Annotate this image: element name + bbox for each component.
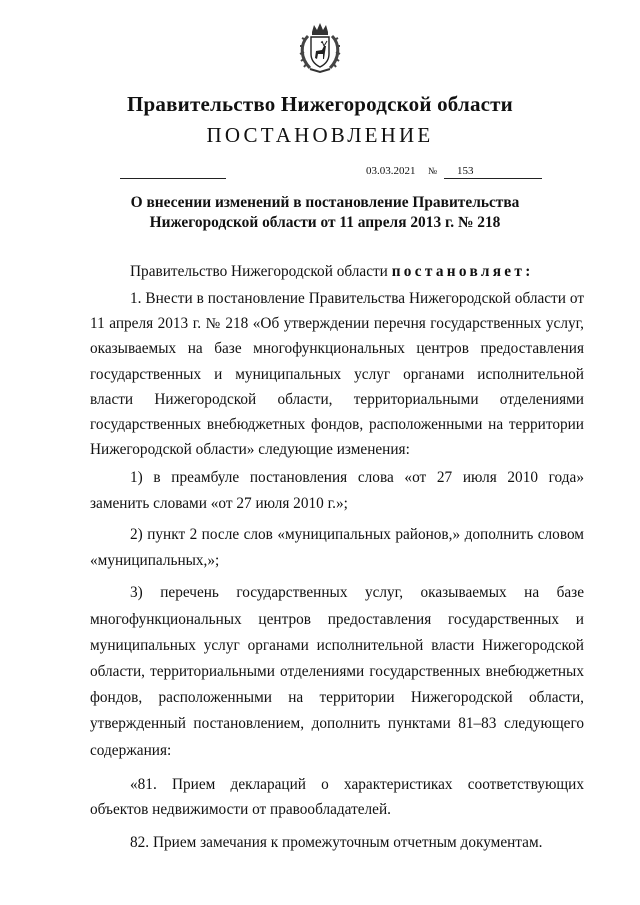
paragraph-81: «81. Прием деклараций о характеристиках соответствующих объектов недвижимости от правообладателей. (90, 775, 584, 819)
document-date: 03.03.2021 (366, 165, 416, 177)
document-title (90, 193, 560, 233)
date-number-line (0, 164, 640, 184)
paragraph-82: 82. Прием замечания к промежуточным отчетным документам. (130, 833, 543, 851)
coat-of-arms-icon (296, 22, 344, 74)
document-number: 153 (457, 165, 474, 177)
intro-text: Правительство Нижегородской области (130, 263, 392, 280)
document-body (90, 259, 584, 855)
number-label: № (428, 167, 438, 177)
paragraph-1-1: 1) в преамбуле постановления слова «от 27 июля 2010 года» заменить словами «от 27 июля 2010 г.»; (90, 469, 584, 512)
paragraph-1-2: 2) пункт 2 после слов «муниципальных районов,» дополнить словом «муниципальных,»; (90, 526, 584, 569)
title-line-1: О внесении изменений в постановление Правительства (130, 194, 520, 211)
organization-name: Правительство Нижегородской области (127, 92, 513, 116)
number-underline (444, 178, 542, 179)
paragraph-1-3: 3) перечень государственных услуг, оказываемых на базе многофункциональных центров предоставления государственных и муниципальных услуг органами исполнительной власти Нижегородской области, территориальными отделениями государственных внебюджетных фондов, расположенными на территории Нижегородской области, утвержденный постановлением, дополнить пунктами 81–83 следующего содержания: (90, 584, 584, 759)
document-type: ПОСТАНОВЛЕНИЕ (206, 123, 434, 147)
intro-verb: постановляет: (391, 263, 534, 280)
paragraph-1: 1. Внести в постановление Правительства Нижегородской области от 11 апреля 2013 г. № 218 «Об утверждении перечня государственных услуг, оказываемых на базе многофункциональных центров предоставления государственных и муниципальных услуг органами исполнительной власти Нижегородской области, территориальными отделениями государственных внебюджетных фондов, расположенными на территории Нижегородской области» следующие изменения: (90, 290, 584, 459)
intro-paragraph (90, 259, 584, 285)
title-line-2: Нижегородской области от 11 апреля 2013 г. № 218 (149, 214, 501, 231)
blank-underline (120, 178, 226, 179)
